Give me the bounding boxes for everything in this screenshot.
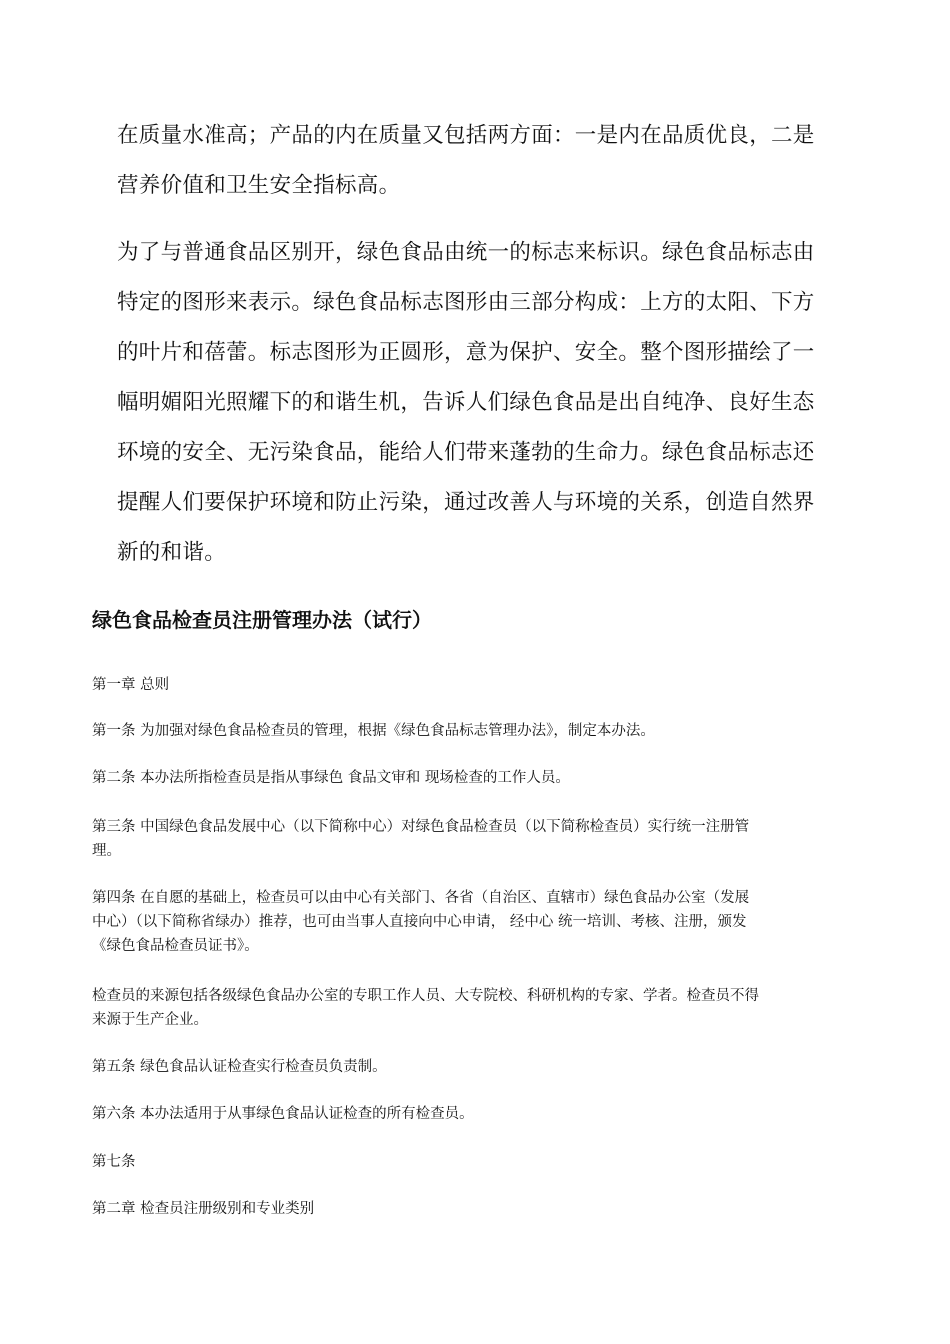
text-line: 来源于生产企业。	[92, 1012, 208, 1028]
text-line: 营养价值和卫生安全指标高。	[117, 173, 401, 198]
chapter-heading	[92, 1197, 867, 1221]
clause-paragraph	[92, 815, 867, 863]
section-title: 绿色食品检查员注册管理办法（试行）	[92, 608, 432, 632]
text-line: 第五条 绿色食品认证检查实行检查员负责制。	[92, 1059, 387, 1075]
clause-paragraph	[92, 984, 867, 1032]
clause-paragraph	[92, 1055, 867, 1079]
clause-paragraph	[92, 719, 867, 743]
text-line: 第四条 在自愿的基础上，检查员可以由中心有关部门、各省（自治区、直辖市）绿色食品办公室（发展	[92, 890, 750, 906]
text-line: 幅明媚阳光照耀下的和谐生机，告诉人们绿色食品是出自纯净、良好生态	[117, 390, 815, 415]
text-line: 理。	[92, 843, 121, 859]
intro-paragraph-2	[117, 228, 845, 578]
intro-paragraph-1	[117, 111, 845, 211]
text-line: 为了与普通食品区别开，绿色食品由统一的标志来标识。绿色食品标志由	[117, 240, 815, 265]
text-line: 第二章 检查员注册级别和专业类别	[92, 1201, 315, 1217]
text-line: 《绿色食品检查员证书》。	[92, 938, 259, 954]
text-line: 第一条 为加强对绿色食品检查员的管理，根据《绿色食品标志管理办法》，制定本办法。	[92, 723, 655, 739]
text-line: 提醒人们要保护环境和防止污染，通过改善人与环境的关系，创造自然界	[117, 490, 815, 515]
text-line: 环境的安全、无污染食品，能给人们带来蓬勃的生命力。绿色食品标志还	[117, 440, 815, 465]
text-line: 第七条	[92, 1154, 136, 1170]
clause-paragraph	[92, 886, 867, 958]
text-line: 的叶片和蓓蕾。标志图形为正圆形，意为保护、安全。整个图形描绘了一	[117, 340, 815, 365]
chapter-heading	[92, 673, 867, 697]
text-line: 特定的图形来表示。绿色食品标志图形由三部分构成：上方的太阳、下方	[117, 290, 815, 315]
clause-paragraph	[92, 1102, 867, 1126]
clause-paragraph	[92, 1150, 867, 1174]
text-line: 新的和谐。	[117, 540, 227, 565]
text-line: 第二条 本办法所指检查员是指从事绿色 食品文审和 现场检查的工作人员。	[92, 770, 570, 786]
text-line: 在质量水准高；产品的内在质量又包括两方面：一是内在品质优良，二是	[117, 123, 815, 148]
text-line: 第一章 总则	[92, 677, 170, 693]
text-line: 检查员的来源包括各级绿色食品办公室的专职工作人员、大专院校、科研机构的专家、学者。检查员不得	[92, 988, 759, 1004]
text-line: 中心）（以下简称省绿办）推荐，也可由当事人直接向中心申请， 经中心 统一培训、考核、注册，颁发	[92, 914, 747, 930]
text-line: 第六条 本办法适用于从事绿色食品认证检查的所有检查员。	[92, 1106, 474, 1122]
text-line: 第三条 中国绿色食品发展中心（以下简称中心）对绿色食品检查员（以下简称检查员）实行统一注册管	[92, 819, 750, 835]
clause-paragraph	[92, 766, 867, 790]
